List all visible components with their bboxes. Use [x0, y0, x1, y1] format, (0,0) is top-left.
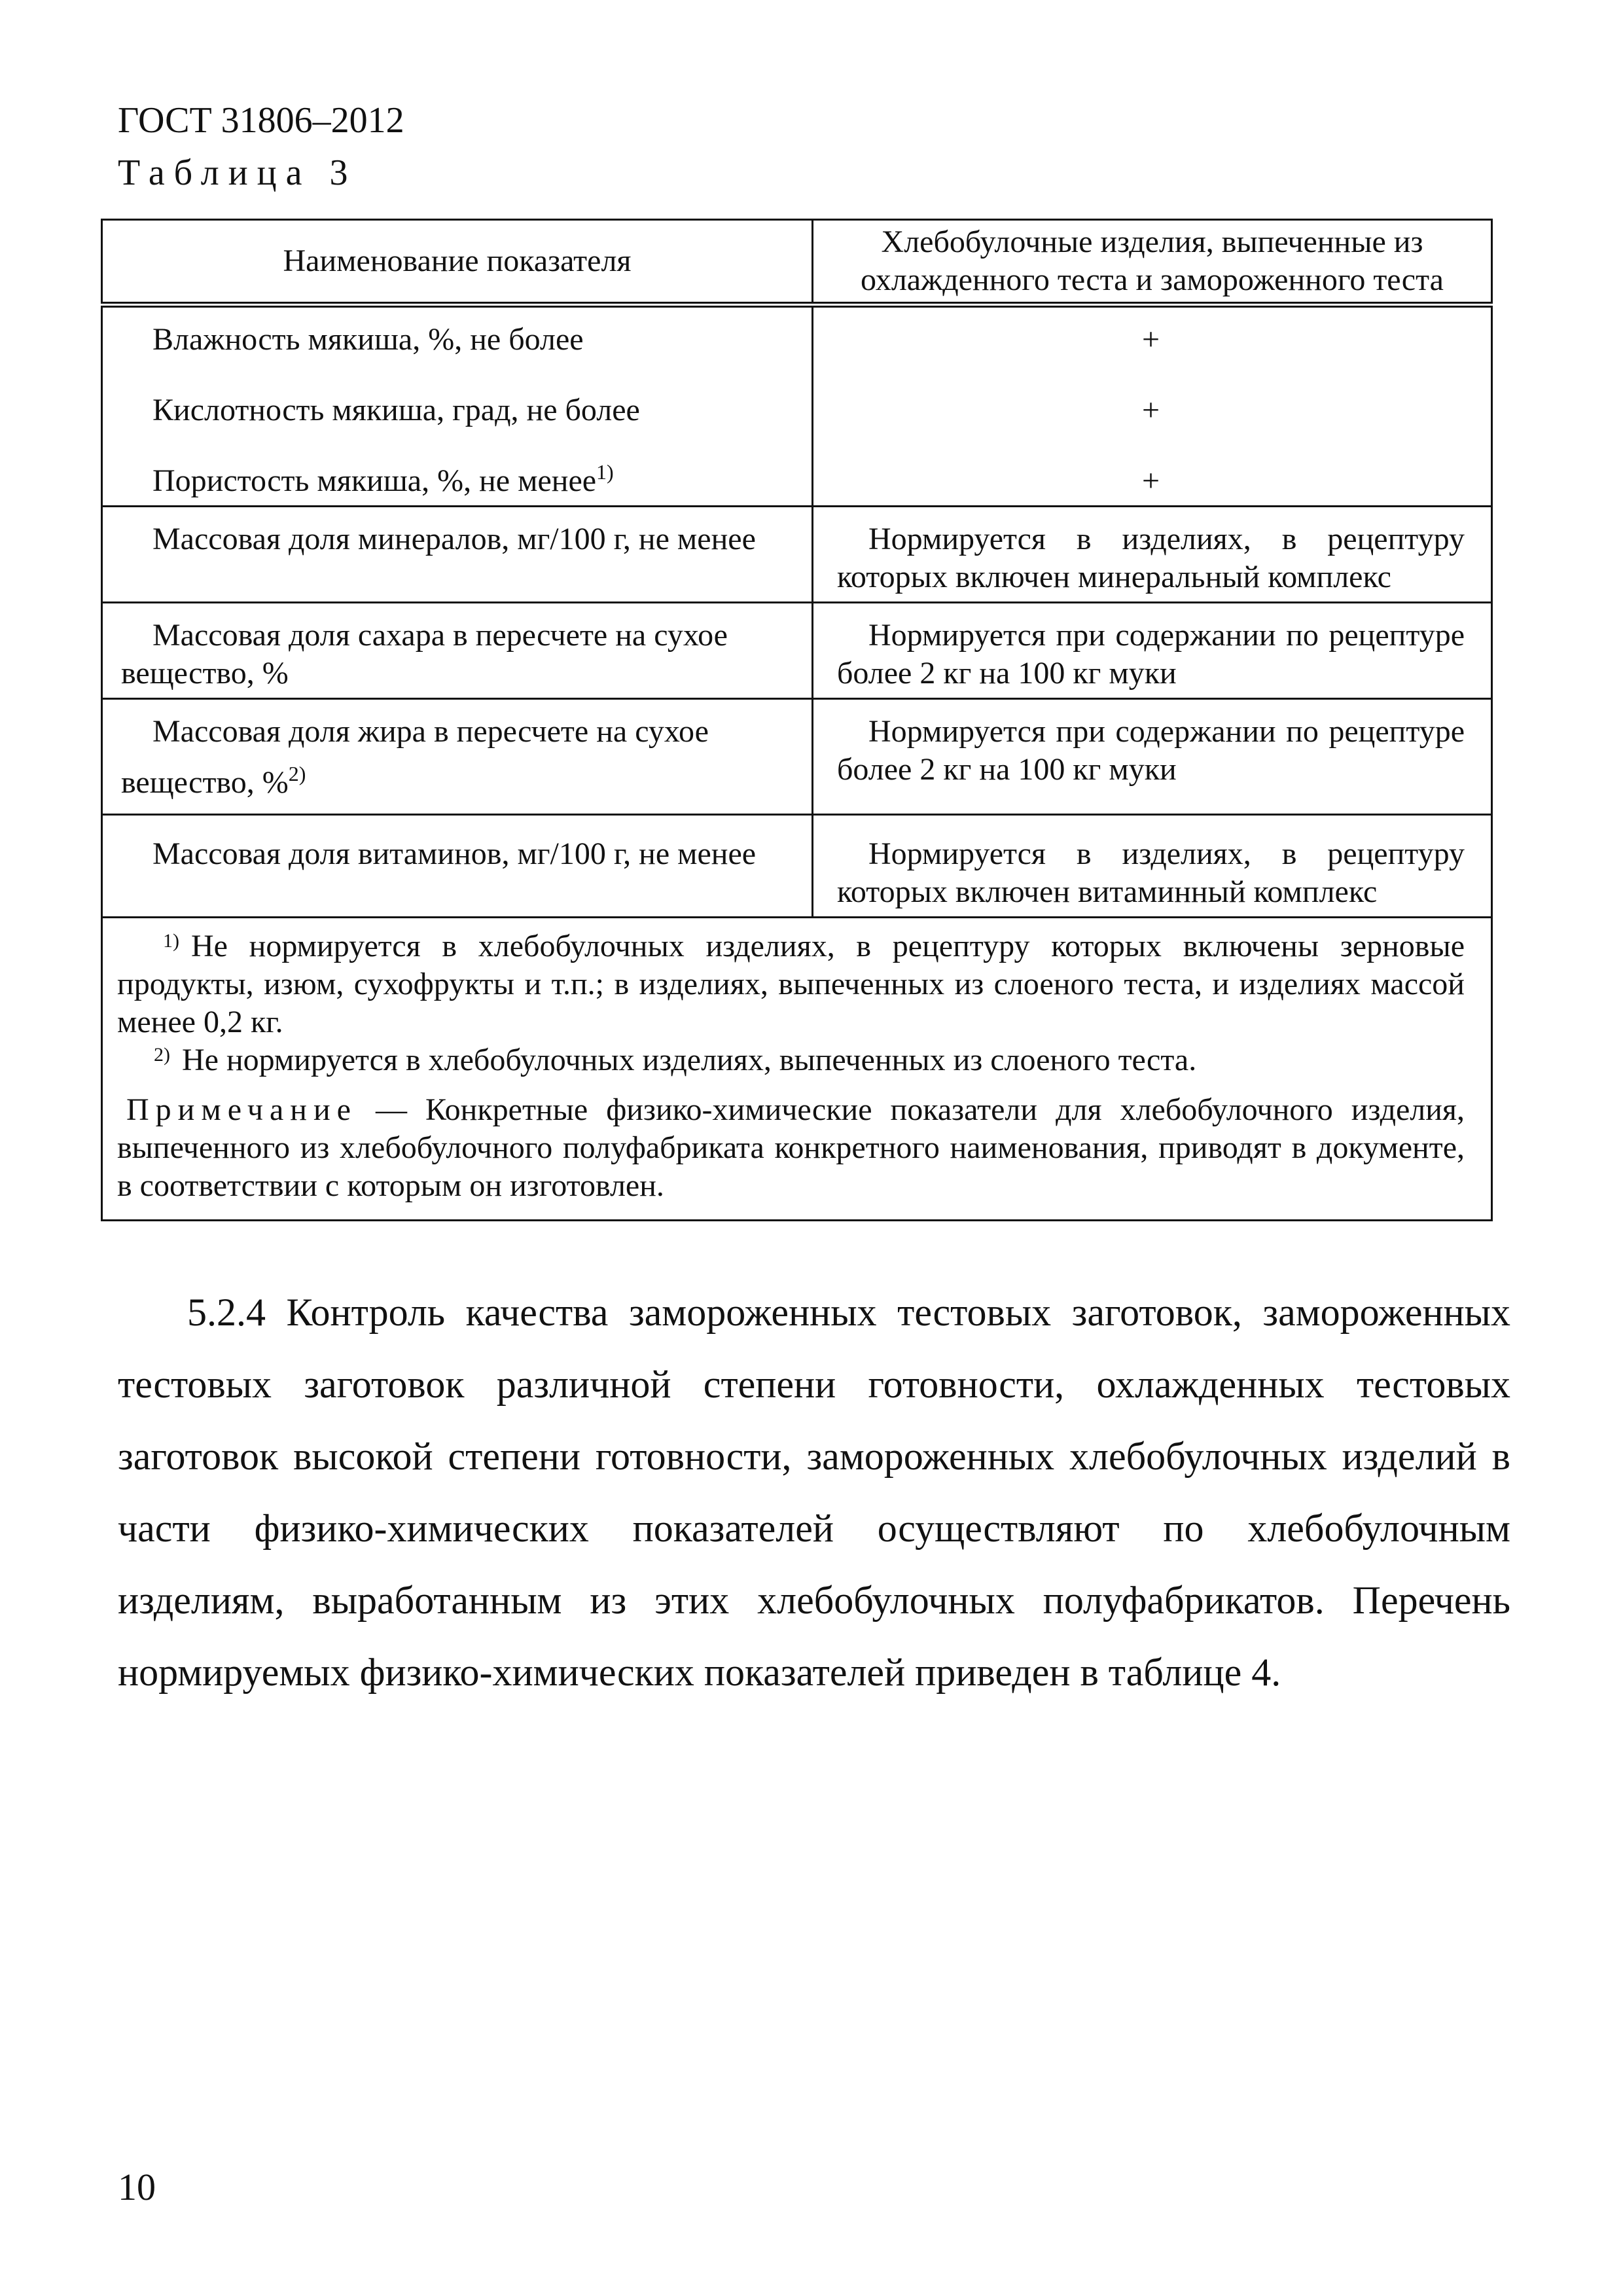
section-5-2-4-paragraph: 5.2.4 Контроль качества замороженных тестовых заготовок, замороженных тестовых заготовок различной степени готовности, охлажденных тестовых заготовок высокой степени готовности, замороженных хлебобулочных изделий в части физико-химических показателей осуществляют по хлебобулочным изделиям, выработанным из этих хлебобулочных полуфабрикатов. Перечень нормируемых физико-химических показателей приведен в таблице 4.	[118, 1291, 1510, 1694]
note-text: — Конкретные физико-химические показатели для хлебобулочного изделия, выпеченного из хлебобулочного полуфабриката конкретного наименования, приводят в документе, в соответствии с которым он изготовлен.	[117, 1092, 1465, 1203]
indicator-fat: Массовая доля жира в пересчете на сухое вещество, %$^{2)}$	[102, 699, 813, 815]
table-row-vitamins	[102, 815, 1492, 918]
basic-indicator-names	[102, 305, 813, 507]
value-moisture: +	[1141, 322, 1160, 357]
value-fat: Нормируется при содержании по рецептуре более 2 кг на 100 кг муки	[813, 699, 1492, 815]
indicator-vitamins: Массовая доля витаминов, мг/100 г, не менее	[102, 815, 813, 918]
indicators-table	[101, 219, 1493, 1221]
value-vitamins: Нормируется в изделиях, в рецептуру которых включен витаминный комплекс	[813, 815, 1492, 918]
value-porosity: +	[1141, 463, 1160, 498]
value-sugar: Нормируется при содержании по рецептуре более 2 кг на 100 кг муки	[813, 603, 1492, 699]
basic-indicator-values	[813, 305, 1492, 507]
document-code: ГОСТ 31806–2012	[118, 100, 404, 141]
table-row-notes	[102, 918, 1492, 1221]
table-notes	[102, 918, 1492, 1221]
note-label: Примечание	[126, 1092, 357, 1127]
table-caption: Таблица 3	[118, 152, 357, 193]
header-product-type: Хлебобулочные изделия, выпеченные из охлажденного теста и замороженного теста	[813, 220, 1492, 305]
footnote-ref-2: 2)	[288, 762, 306, 785]
table-note	[117, 1091, 1465, 1205]
footnote-1: $^{1)}$ Не нормируется в хлебобулочных изделиях, в рецептуру которых включены зерновые продукты, изюм, сухофрукты и т.п.; в изделиях, выпеченных из слоеного теста, и изделиях массой менее 0,2 кг.	[117, 929, 1465, 1039]
value-acidity: +	[1141, 393, 1160, 427]
indicator-porosity: Пористость мякиша, %, не менее$^{1)}$	[152, 460, 614, 498]
footnote-2: $^{2)}$ Не нормируется в хлебобулочных изделиях, выпеченных из слоеного теста.	[154, 1043, 1197, 1077]
indicator-moisture: Влажность мякиша, %, не более	[152, 322, 584, 357]
header-indicator-name: Наименование показателя	[102, 220, 813, 305]
footnote-ref-1: 1)	[596, 460, 614, 484]
table-row-sugar	[102, 603, 1492, 699]
indicator-acidity: Кислотность мякиша, град, не более	[152, 393, 640, 427]
table-row-basic-indicators	[102, 305, 1492, 507]
indicator-minerals: Массовая доля минералов, мг/100 г, не менее	[102, 507, 813, 603]
value-minerals: Нормируется в изделиях, в рецептуру которых включен минеральный комплекс	[813, 507, 1492, 603]
table-row-minerals	[102, 507, 1492, 603]
page-number: 10	[118, 2166, 156, 2208]
table-header-row	[102, 220, 1492, 305]
table-row-fat	[102, 699, 1492, 815]
indicator-sugar: Массовая доля сахара в пересчете на сухое вещество, %	[102, 603, 813, 699]
